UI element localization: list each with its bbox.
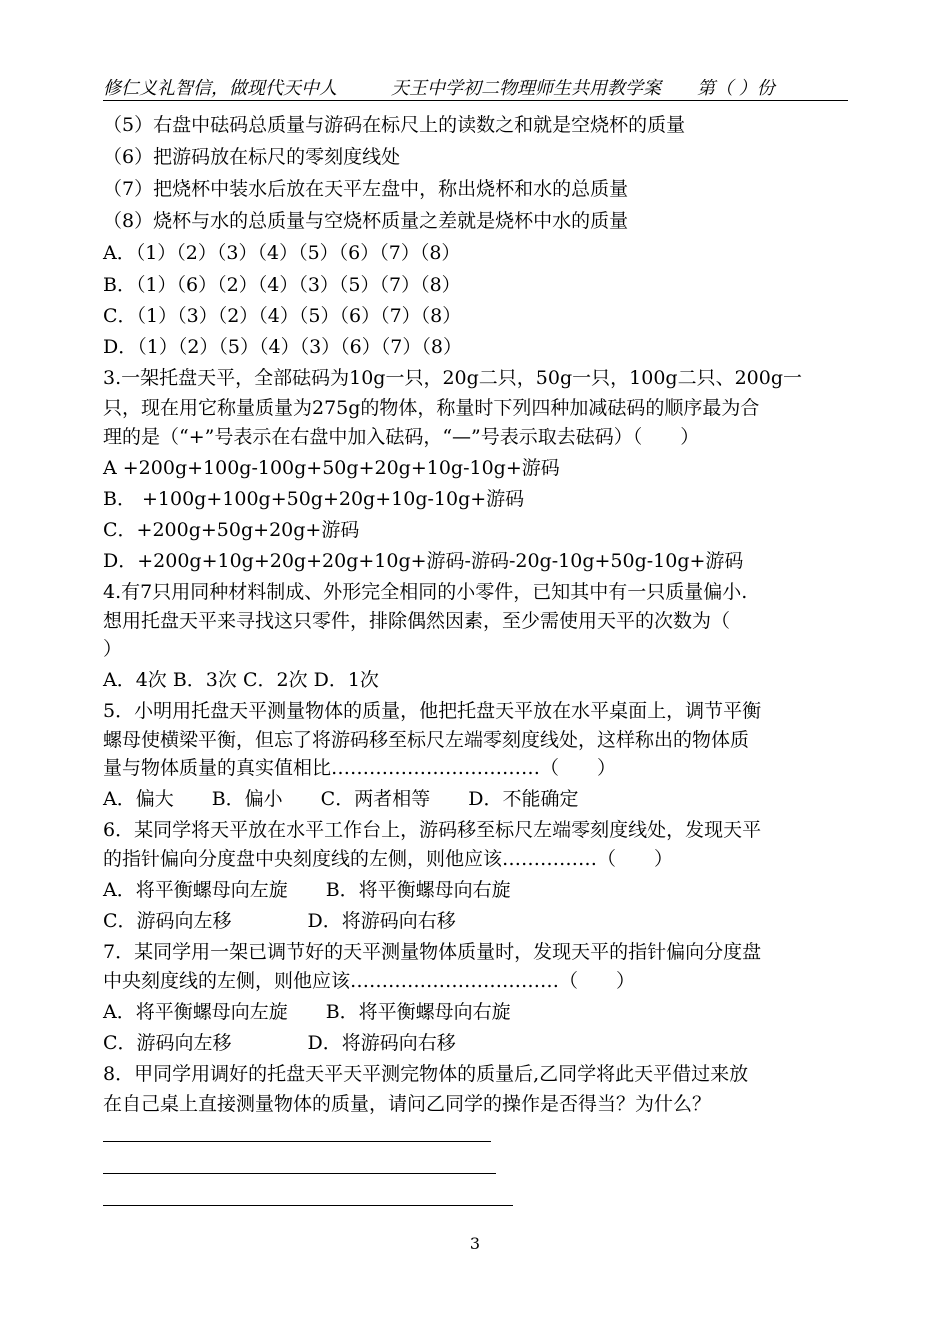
option-line: B．（1）（6）（2）（4）（3）（5）（7）（8）	[103, 274, 461, 296]
answer-line[interactable]	[103, 1141, 491, 1142]
text-line: （5）右盘中砝码总质量与游码在标尺上的读数之和就是空烧杯的质量	[103, 114, 686, 136]
text-line: （6）把游码放在标尺的零刻度线处	[103, 146, 401, 168]
question-3-line: 理的是（“+”号表示在右盘中加入砝码，“—”号表示取去砝码）（ ）	[103, 426, 700, 448]
page-header	[103, 74, 848, 101]
option-line: A．将平衡螺母向左旋 B．将平衡螺母向右旋	[103, 879, 511, 901]
option-line: C．游码向左移 D．将游码向右移	[103, 1032, 456, 1054]
question-7-line: 中央刻度线的左侧，则他应该……………………………（ ）	[103, 970, 636, 992]
option-line: C．（1）（3）（2）（4）（5）（6）（7）（8）	[103, 305, 462, 327]
header-copy-number: 第（ ）份	[697, 78, 775, 99]
option-line: C．+200g+50g+20g+游码	[103, 519, 360, 541]
question-5-line: 5．小明用托盘天平测量物体的质量，他把托盘天平放在水平桌面上，调节平衡	[103, 700, 762, 722]
question-8-line: 8．甲同学用调好的托盘天平天平测完物体的质量后,乙同学将此天平借过来放	[103, 1063, 749, 1085]
question-8-line: 在自己桌上直接测量物体的质量，请问乙同学的操作是否得当？为什么？	[103, 1093, 712, 1115]
question-3-line: 3.一架托盘天平，全部砝码为10g一只，20g二只，50g一只，100g二只、200g一	[103, 367, 803, 389]
question-4-line: ）	[103, 638, 123, 660]
option-line: A．4次 B．3次 C．2次 D．1次	[103, 669, 379, 691]
option-line: D．+200g+10g+20g+20g+10g+游码-游码-20g-10g+50g-10g+游码	[103, 550, 744, 572]
option-line: D．（1）（2）（5）（4）（3）（6）（7）（8）	[103, 336, 462, 358]
question-7-line: 7．某同学用一架已调节好的天平测量物体质量时，发现天平的指针偏向分度盘	[103, 941, 762, 963]
header-motto: 修仁义礼智信，做现代天中人	[103, 78, 337, 99]
option-line: A．（1）（2）（3）（4）（5）（6）（7）（8）	[103, 242, 461, 264]
answer-line[interactable]	[103, 1173, 496, 1174]
question-5-line: 量与物体质量的真实值相比……………………………（ ）	[103, 757, 617, 779]
option-line: A．偏大 B．偏小 C．两者相等 D．不能确定	[103, 788, 579, 810]
text-line: （7）把烧杯中装水后放在天平左盘中，称出烧杯和水的总质量	[103, 178, 629, 200]
question-6-line: 6．某同学将天平放在水平工作台上，游码移至标尺左端零刻度线处，发现天平	[103, 819, 762, 841]
option-line: A．将平衡螺母向左旋 B．将平衡螺母向右旋	[103, 1001, 511, 1023]
question-3-line: 只，现在用它称量质量为275g的物体，称量时下列四种加减砝码的顺序最为合	[103, 397, 760, 419]
question-4-line: 想用托盘天平来寻找这只零件，排除偶然因素，至少需使用天平的次数为（	[103, 610, 731, 632]
option-line: C．游码向左移 D．将游码向右移	[103, 910, 456, 932]
option-line: B． +100g+100g+50g+20g+10g-10g+游码	[103, 488, 525, 510]
text-line: （8）烧杯与水的总质量与空烧杯质量之差就是烧杯中水的质量	[103, 210, 629, 232]
answer-line[interactable]	[103, 1205, 513, 1206]
question-6-line: 的指针偏向分度盘中央刻度线的左侧，则他应该……………（ ）	[103, 848, 674, 870]
question-5-line: 螺母使横梁平衡，但忘了将游码移至标尺左端零刻度线处，这样称出的物体质	[103, 729, 750, 751]
header-school: 天王中学初二物理师生共用教学案	[391, 78, 661, 99]
option-line: A +200g+100g-100g+50g+20g+10g-10g+游码	[103, 457, 560, 479]
question-4-line: 4.有7只用同种材料制成、外形完全相同的小零件，已知其中有一只质量偏小.	[103, 581, 748, 603]
page-number: 3	[469, 1234, 481, 1253]
